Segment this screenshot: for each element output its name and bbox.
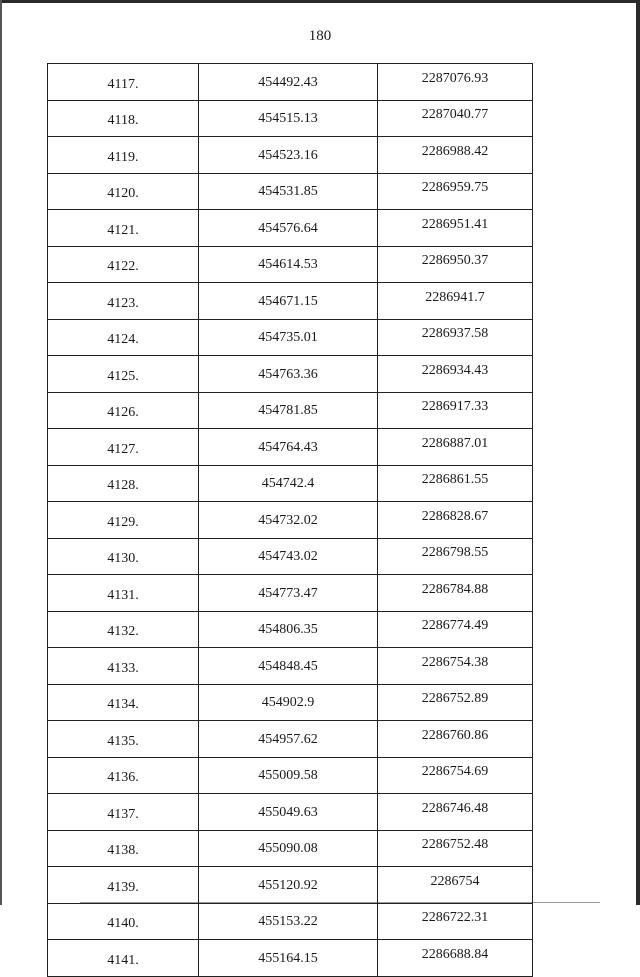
x-coordinate-cell: 454957.62 xyxy=(199,721,378,758)
point-number-cell: 4118. xyxy=(48,100,199,137)
x-coordinate-cell: 454515.13 xyxy=(199,100,378,137)
y-coordinate-cell: 2286746.48 xyxy=(378,794,533,831)
point-number-cell: 4134. xyxy=(48,684,199,721)
y-coordinate-cell: 2286752.48 xyxy=(378,830,533,867)
x-coordinate-cell: 455153.22 xyxy=(199,903,378,940)
x-coordinate-cell: 454764.43 xyxy=(199,429,378,466)
x-coordinate-cell: 454732.02 xyxy=(199,502,378,539)
table-row xyxy=(48,648,533,685)
x-coordinate-cell: 454806.35 xyxy=(199,611,378,648)
table-row xyxy=(48,137,533,174)
x-coordinate-cell: 455090.08 xyxy=(199,830,378,867)
point-number-cell: 4129. xyxy=(48,502,199,539)
y-coordinate-cell: 2286828.67 xyxy=(378,502,533,539)
page-number: 180 xyxy=(308,28,332,44)
y-coordinate-cell: 2286887.01 xyxy=(378,429,533,466)
x-coordinate-cell: 454781.85 xyxy=(199,392,378,429)
scan-edge-left xyxy=(0,0,2,905)
table-row xyxy=(48,757,533,794)
x-coordinate-cell: 454576.64 xyxy=(199,210,378,247)
table-row xyxy=(48,319,533,356)
table-row xyxy=(48,283,533,320)
y-coordinate-cell: 2286754.38 xyxy=(378,648,533,685)
x-coordinate-cell: 454523.16 xyxy=(199,137,378,174)
point-number-cell: 4127. xyxy=(48,429,199,466)
table-row xyxy=(48,465,533,502)
point-number-cell: 4121. xyxy=(48,210,199,247)
point-number-cell: 4131. xyxy=(48,575,199,612)
point-number-cell: 4141. xyxy=(48,940,199,977)
y-coordinate-cell: 2286988.42 xyxy=(378,137,533,174)
table-row xyxy=(48,611,533,648)
y-coordinate-cell: 2286959.75 xyxy=(378,173,533,210)
point-number-cell: 4128. xyxy=(48,465,199,502)
x-coordinate-cell: 454614.53 xyxy=(199,246,378,283)
table-row xyxy=(48,502,533,539)
x-coordinate-cell: 454743.02 xyxy=(199,538,378,575)
table-row xyxy=(48,538,533,575)
point-number-cell: 4123. xyxy=(48,283,199,320)
point-number-cell: 4122. xyxy=(48,246,199,283)
x-coordinate-cell: 455120.92 xyxy=(199,867,378,904)
x-coordinate-cell: 455164.15 xyxy=(199,940,378,977)
y-coordinate-cell: 2286950.37 xyxy=(378,246,533,283)
table-row xyxy=(48,100,533,137)
table-row xyxy=(48,684,533,721)
y-coordinate-cell: 2286760.86 xyxy=(378,721,533,758)
point-number-cell: 4137. xyxy=(48,794,199,831)
table-row xyxy=(48,210,533,247)
table-row xyxy=(48,867,533,904)
table-row xyxy=(48,903,533,940)
y-coordinate-cell: 2286934.43 xyxy=(378,356,533,393)
table-row xyxy=(48,429,533,466)
coordinates-table-body xyxy=(48,64,533,977)
y-coordinate-cell: 2287076.93 xyxy=(378,64,533,101)
x-coordinate-cell: 454742.4 xyxy=(199,465,378,502)
point-number-cell: 4139. xyxy=(48,867,199,904)
y-coordinate-cell: 2286752.89 xyxy=(378,684,533,721)
point-number-cell: 4132. xyxy=(48,611,199,648)
x-coordinate-cell: 454492.43 xyxy=(199,64,378,101)
table-row xyxy=(48,246,533,283)
point-number-cell: 4119. xyxy=(48,137,199,174)
point-number-cell: 4133. xyxy=(48,648,199,685)
x-coordinate-cell: 454763.36 xyxy=(199,356,378,393)
table-row xyxy=(48,940,533,977)
scan-edge-right xyxy=(636,0,640,905)
y-coordinate-cell: 2286784.88 xyxy=(378,575,533,612)
point-number-cell: 4125. xyxy=(48,356,199,393)
y-coordinate-cell: 2286774.49 xyxy=(378,611,533,648)
x-coordinate-cell: 455009.58 xyxy=(199,757,378,794)
point-number-cell: 4126. xyxy=(48,392,199,429)
point-number-cell: 4124. xyxy=(48,319,199,356)
x-coordinate-cell: 454531.85 xyxy=(199,173,378,210)
point-number-cell: 4136. xyxy=(48,757,199,794)
x-coordinate-cell: 454671.15 xyxy=(199,283,378,320)
point-number-cell: 4117. xyxy=(48,64,199,101)
y-coordinate-cell: 2286941.7 xyxy=(378,283,533,320)
x-coordinate-cell: 454902.9 xyxy=(199,684,378,721)
y-coordinate-cell: 2286722.31 xyxy=(378,903,533,940)
point-number-cell: 4138. xyxy=(48,830,199,867)
y-coordinate-cell: 2286754 xyxy=(378,867,533,904)
scan-edge-top xyxy=(0,0,640,3)
table-row xyxy=(48,830,533,867)
y-coordinate-cell: 2286917.33 xyxy=(378,392,533,429)
table-row xyxy=(48,794,533,831)
table-row xyxy=(48,392,533,429)
table-row xyxy=(48,173,533,210)
point-number-cell: 4120. xyxy=(48,173,199,210)
y-coordinate-cell: 2287040.77 xyxy=(378,100,533,137)
point-number-cell: 4140. xyxy=(48,903,199,940)
y-coordinate-cell: 2286951.41 xyxy=(378,210,533,247)
table-row xyxy=(48,575,533,612)
y-coordinate-cell: 2286754.69 xyxy=(378,757,533,794)
coordinates-table xyxy=(47,63,533,977)
table-row xyxy=(48,64,533,101)
table-row xyxy=(48,356,533,393)
point-number-cell: 4130. xyxy=(48,538,199,575)
y-coordinate-cell: 2286798.55 xyxy=(378,538,533,575)
y-coordinate-cell: 2286861.55 xyxy=(378,465,533,502)
x-coordinate-cell: 455049.63 xyxy=(199,794,378,831)
y-coordinate-cell: 2286937.58 xyxy=(378,319,533,356)
x-coordinate-cell: 454848.45 xyxy=(199,648,378,685)
table-row xyxy=(48,721,533,758)
x-coordinate-cell: 454735.01 xyxy=(199,319,378,356)
point-number-cell: 4135. xyxy=(48,721,199,758)
x-coordinate-cell: 454773.47 xyxy=(199,575,378,612)
y-coordinate-cell: 2286688.84 xyxy=(378,940,533,977)
